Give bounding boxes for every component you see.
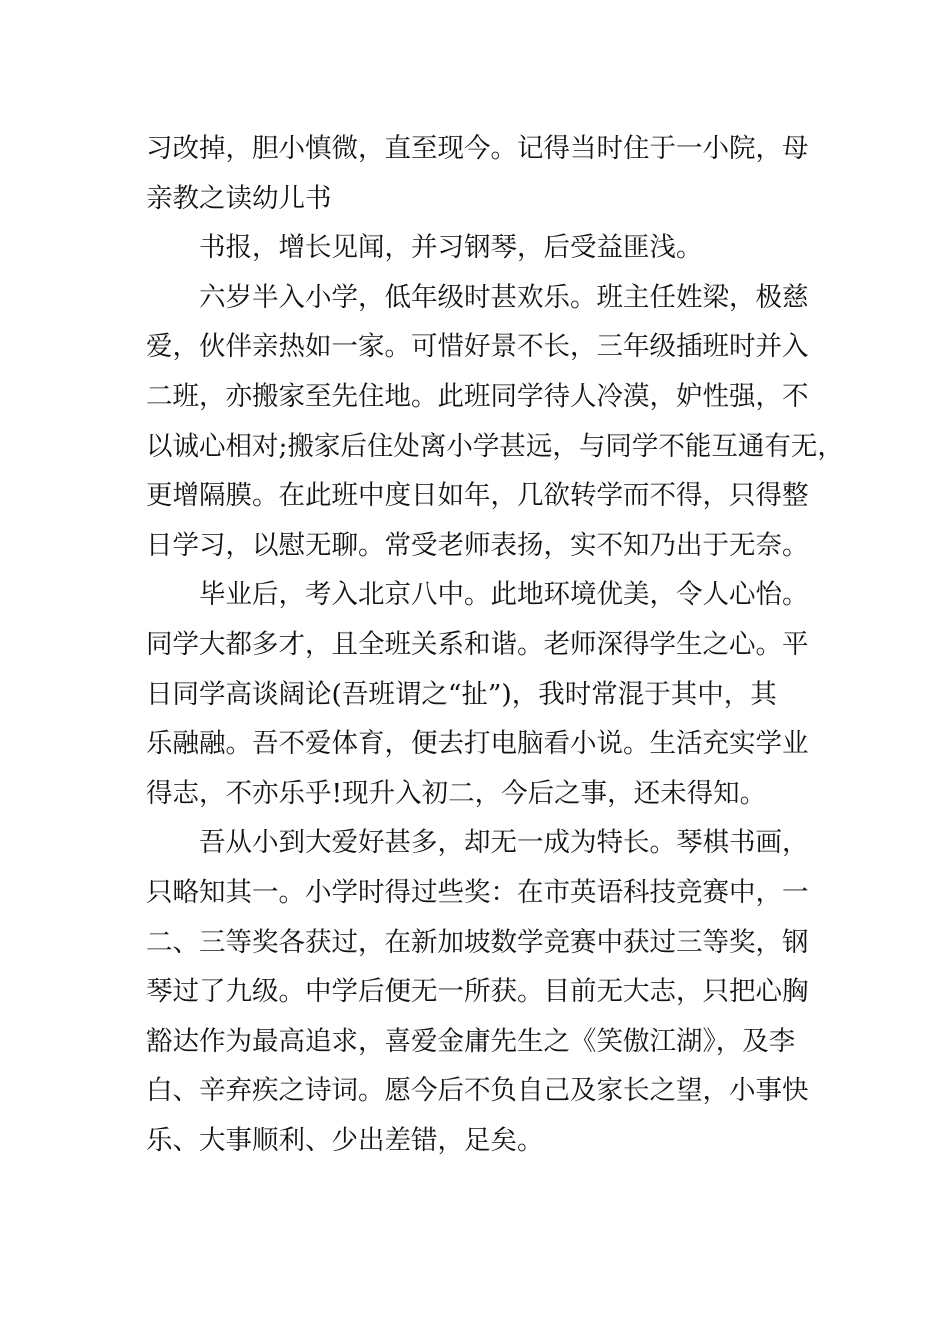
text-line: 六岁半入小学，低年级时甚欢乐。班主任姓梁，极慈	[199, 281, 809, 313]
text-line: 日同学高谈阔论(吾班谓之“扯”)，我时常混于其中，其	[146, 678, 777, 710]
text-line: 得志，不亦乐乎!现升入初二，今后之事，还未得知。	[146, 777, 767, 809]
text-line: 爱，伙伴亲热如一家。可惜好景不长，三年级插班时并入	[146, 331, 809, 363]
text-line: 毕业后，考入北京八中。此地环境优美，令人心怡。	[199, 579, 809, 611]
text-line: 乐、大事顺利、少出差错，足矣。	[146, 1124, 544, 1156]
document-body	[146, 124, 844, 1165]
text-line: 以诚心相对;搬家后住处离小学甚远，与同学不能互通有无，	[146, 430, 844, 462]
text-line: 同学大都多才，且全班关系和谐。老师深得学生之心。平	[146, 628, 809, 660]
text-line: 只略知其一。小学时得过些奖：在市英语科技竞赛中，一	[146, 876, 809, 908]
text-line: 亲教之读幼儿书	[146, 182, 332, 214]
text-line: 乐融融。吾不爱体育，便去打电脑看小说。生活充实学业	[146, 728, 809, 760]
text-line: 二、三等奖各获过，在新加坡数学竞赛中获过三等奖，钢	[146, 926, 809, 958]
text-line: 日学习，以慰无聊。常受老师表扬，实不知乃出于无奈。	[146, 529, 809, 561]
text-line: 书报，增长见闻，并习钢琴，后受益匪浅。	[199, 232, 703, 264]
text-line: 豁达作为最高追求，喜爱金庸先生之《笑傲江湖》，及李	[146, 1025, 796, 1057]
text-line: 习改掉，胆小慎微，直至现今。记得当时住于一小院，母	[146, 133, 809, 164]
text-line: 琴过了九级。中学后便无一所获。目前无大志，只把心胸	[146, 976, 809, 1008]
text-line: 吾从小到大爱好甚多，却无一成为特长。琴棋书画，	[199, 827, 809, 859]
text-line: 二班，亦搬家至先住地。此班同学待人冷漠，妒性强，不	[146, 380, 809, 412]
text-line: 白、辛弃疾之诗词。愿今后不负自己及家长之望，小事快	[146, 1075, 809, 1107]
text-line: 更增隔膜。在此班中度日如年，几欲转学而不得，只得整	[146, 480, 809, 512]
